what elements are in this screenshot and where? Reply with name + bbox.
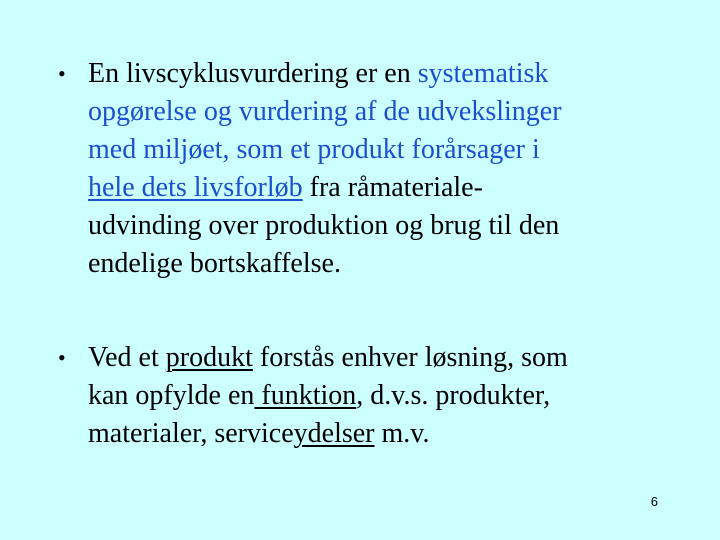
bullet2-line-3-c: m.v. <box>374 418 430 449</box>
bullet1-line-6: endelige bortskaffelse. <box>88 248 341 279</box>
bullet2-line-3-a: materialer, service <box>88 418 294 449</box>
bullet2-line-2-c: , d.v.s. produkter, <box>356 380 551 411</box>
bullet1-line-5: udvinding over produktion og brug til den <box>88 210 560 241</box>
bullet1-line-1-a: En livscyklusvurdering er en <box>88 58 418 89</box>
highlight-systematisk: systematisk <box>417 58 549 89</box>
bullet2-line-1 <box>88 339 658 377</box>
bullet1-line-4 <box>88 169 658 207</box>
underlined-ydelser: ydelser <box>293 418 375 449</box>
bullet1-line-3: med miljøet, som et produkt forårsager i <box>88 134 540 165</box>
underlined-funktion: funktion <box>254 380 357 411</box>
bullet1-line-2: opgørelse og vurdering af de udvekslinger <box>88 96 562 127</box>
bullet-item-1 <box>58 55 658 283</box>
bullet-text-1 <box>88 55 658 283</box>
bullet2-line-2-a: kan opfylde en <box>88 380 255 411</box>
bullet2-line-2 <box>88 377 658 415</box>
underlined-produkt: produkt <box>165 342 253 373</box>
bullet1-line-4-b: fra råmateriale- <box>302 172 483 203</box>
bullet2-line-1-a: Ved et <box>88 342 166 373</box>
bullet-text-2 <box>88 339 658 453</box>
bullet2-line-1-c: forstås enhver løsning, som <box>252 342 568 373</box>
page-number: 6 <box>650 494 658 509</box>
bullet2-line-3 <box>88 415 658 453</box>
bullet-dot: • <box>58 345 66 370</box>
bullet1-line-1 <box>88 55 658 93</box>
bullet-item-2 <box>58 339 658 453</box>
highlight-livsforloeb: hele dets livsforløb <box>88 172 303 203</box>
bullet-dot: • <box>58 61 66 86</box>
